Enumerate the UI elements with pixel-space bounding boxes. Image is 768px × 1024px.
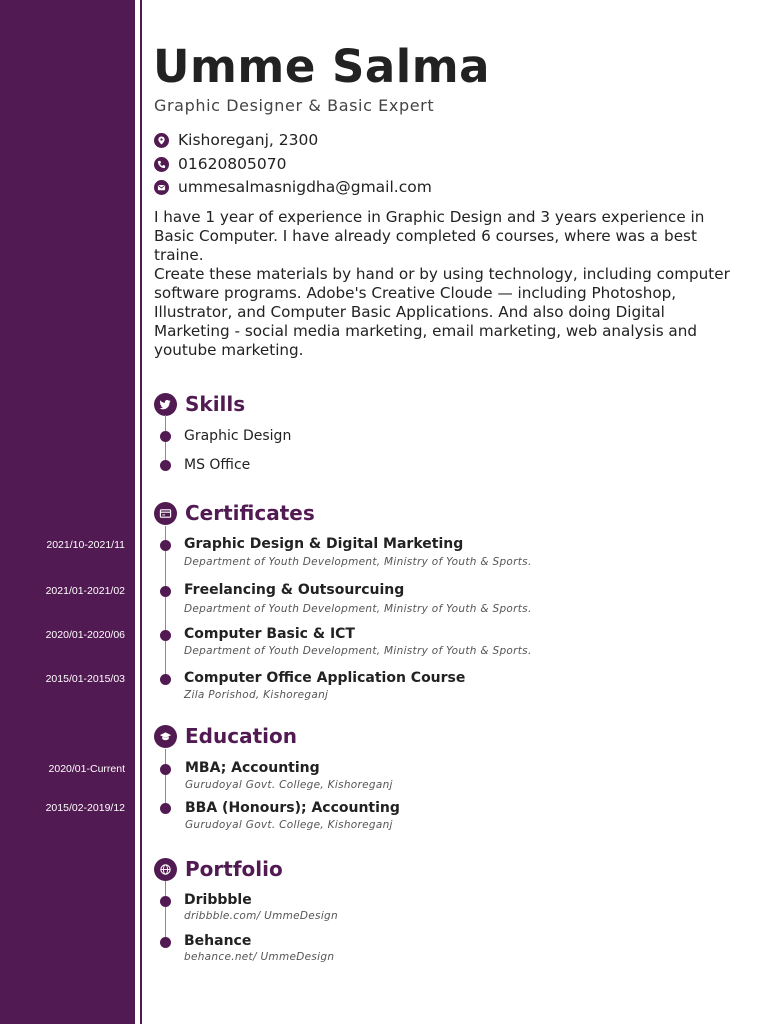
certificate-date: 2021/01-2021/02 xyxy=(45,585,125,597)
portfolio-heading-text: Portfolio xyxy=(185,857,283,881)
timeline-dot xyxy=(160,586,171,597)
contact-phone[interactable] xyxy=(154,155,286,173)
timeline-dot xyxy=(160,431,171,442)
education-date: 2020/01-Current xyxy=(48,763,125,775)
certificate-title: Freelancing & Outsourcuing xyxy=(184,582,405,598)
education-institution: Gurudoyal Govt. College, Kishoreganj xyxy=(185,819,393,831)
globe-icon xyxy=(154,858,177,881)
skills-heading xyxy=(154,392,245,416)
portfolio-link[interactable]: dribbble.com/ UmmeDesign xyxy=(184,910,338,922)
certificate-title: Computer Office Application Course xyxy=(184,670,466,686)
certificate-date: 2021/10-2021/11 xyxy=(46,539,125,551)
education-heading xyxy=(154,724,297,748)
certificate-org: Department of Youth Development, Ministry of Youth & Sports. xyxy=(184,556,532,568)
sidebar-divider-line xyxy=(140,0,142,1024)
education-timeline-line xyxy=(165,749,166,809)
contact-email[interactable] xyxy=(154,178,432,196)
timeline-dot xyxy=(160,674,171,685)
summary-paragraph: I have 1 year of experience in Graphic Design and 3 years experience in Basic Computer. I have already completed 6 courses, where was a best traine. xyxy=(154,208,705,264)
timeline-dot xyxy=(160,764,171,775)
contact-address xyxy=(154,131,318,149)
candidate-title: Graphic Designer & Basic Expert xyxy=(154,96,435,115)
timeline-dot xyxy=(160,630,171,641)
certificate-title: Computer Basic & ICT xyxy=(184,626,355,642)
location-pin-icon xyxy=(154,133,169,148)
phone-icon xyxy=(154,157,169,172)
timeline-dot xyxy=(160,937,171,948)
portfolio-site-name: Dribbble xyxy=(184,892,252,908)
certificate-card-icon xyxy=(154,502,177,525)
education-heading-text: Education xyxy=(185,724,297,748)
skills-heading-text: Skills xyxy=(185,392,246,416)
certificate-org: Department of Youth Development, Ministry of Youth & Sports. xyxy=(184,645,532,657)
education-degree: BBA (Honours); Accounting xyxy=(185,800,400,816)
portfolio-timeline-line xyxy=(165,881,166,941)
contact-email-text: ummesalmasnigdha@gmail.com xyxy=(178,178,432,196)
certificate-title: Graphic Design & Digital Marketing xyxy=(184,536,464,552)
portfolio-site-name: Behance xyxy=(184,933,252,949)
contact-phone-text: 01620805070 xyxy=(178,155,287,173)
timeline-dot xyxy=(160,896,171,907)
certificate-org: Department of Youth Development, Ministry of Youth & Sports. xyxy=(184,603,532,615)
timeline-dot xyxy=(160,540,171,551)
certificates-heading-text: Certificates xyxy=(185,501,315,525)
certificate-org: Zila Porishod, Kishoreganj xyxy=(184,689,329,701)
contact-address-text: Kishoreganj, 2300 xyxy=(178,131,319,149)
graduation-cap-icon xyxy=(154,725,177,748)
envelope-icon xyxy=(154,180,169,195)
bird-icon xyxy=(154,393,177,416)
timeline-dot xyxy=(160,803,171,814)
certificates-heading xyxy=(154,501,315,525)
skill-item: Graphic Design xyxy=(184,428,292,444)
certificate-date: 2020/01-2020/06 xyxy=(45,629,125,641)
summary-paragraph: Create these materials by hand or by using technology, including computer software programs. Adobe's Creative Cloude — including Photoshop, Illustrator, and Computer Basic Applications. And also doing Digital Marketing - social media marketing, email marketing, web analysis and youtube marketing. xyxy=(154,265,730,359)
education-degree: MBA; Accounting xyxy=(185,760,320,776)
certificate-date: 2015/01-2015/03 xyxy=(45,673,125,685)
education-date: 2015/02-2019/12 xyxy=(45,802,125,814)
portfolio-heading xyxy=(154,857,283,881)
profile-summary xyxy=(154,208,734,360)
left-sidebar xyxy=(0,0,135,1024)
skill-item: MS Office xyxy=(184,457,251,473)
timeline-dot xyxy=(160,460,171,471)
portfolio-link[interactable]: behance.net/ UmmeDesign xyxy=(184,951,335,963)
education-institution: Gurudoyal Govt. College, Kishoreganj xyxy=(185,779,393,791)
candidate-name: Umme Salma xyxy=(153,40,490,93)
